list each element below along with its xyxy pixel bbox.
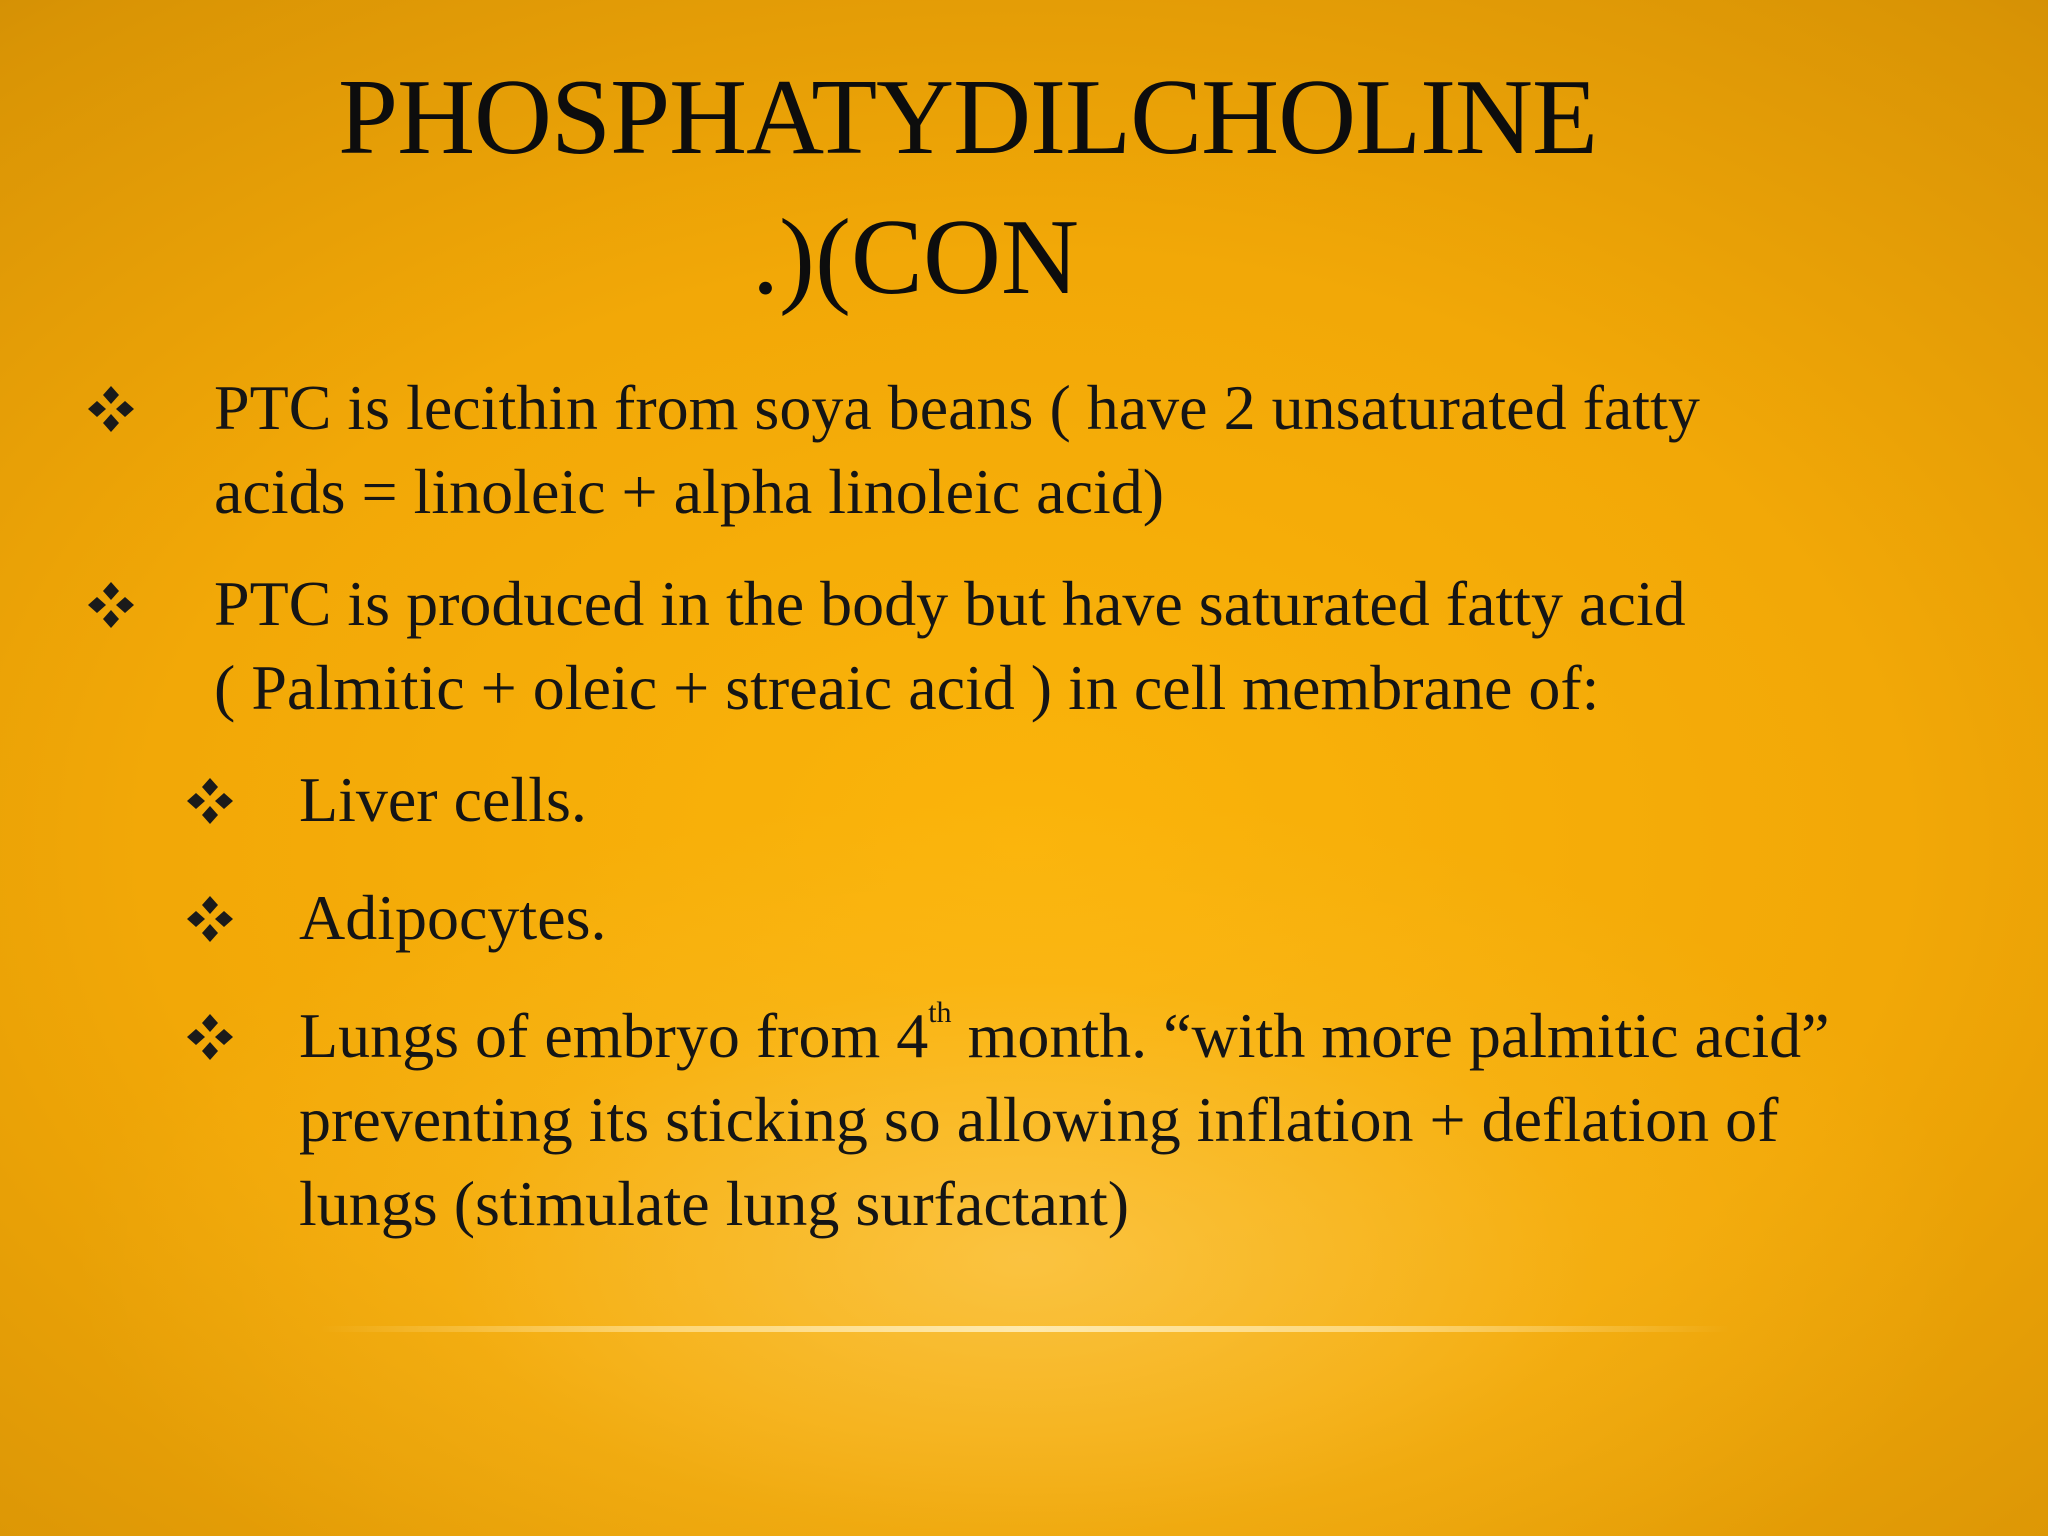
four-diamond-bullet-icon: [185, 776, 235, 826]
subbullet-item: [299, 876, 607, 960]
subbullet-text-line: [299, 994, 1830, 1078]
subbullet-item: [299, 994, 1830, 1246]
decorative-divider: [320, 1326, 1730, 1332]
subbullet-text-line: Adipocytes.: [299, 882, 607, 953]
subbullet-text-line: preventing its sticking so allowing inflation + deflation of: [299, 1084, 1779, 1155]
subbullet-text-line: lungs (stimulate lung surfactant): [299, 1168, 1130, 1239]
subbullet-text-line: Liver cells.: [299, 764, 587, 835]
subbullet-text-fragment: month. “with more palmitic acid”: [951, 1000, 1830, 1071]
bullet-text-line: PTC is lecithin from soya beans ( have 2 unsaturated fatty: [214, 372, 1700, 443]
four-diamond-bullet-icon: [86, 580, 136, 630]
slide-title-line-2: .)(CON: [752, 198, 1079, 317]
four-diamond-bullet-icon: [185, 894, 235, 944]
bullet-text-line: ( Palmitic + oleic + streaic acid ) in cell membrane of:: [214, 652, 1600, 723]
bullet-text-line: acids = linoleic + alpha linoleic acid): [214, 456, 1165, 527]
slide-title-line-1: PHOSPHATYDILCHOLINE: [338, 58, 1598, 177]
bullet-item: [214, 562, 1686, 730]
bullet-item: [214, 366, 1700, 534]
four-diamond-bullet-icon: [86, 384, 136, 434]
subbullet-text-fragment: Lungs of embryo from 4: [299, 1000, 929, 1071]
subbullet-item: [299, 758, 587, 842]
four-diamond-bullet-icon: [185, 1012, 235, 1062]
ordinal-superscript: th: [928, 996, 952, 1029]
bullet-text-line: PTC is produced in the body but have saturated fatty acid: [214, 568, 1686, 639]
